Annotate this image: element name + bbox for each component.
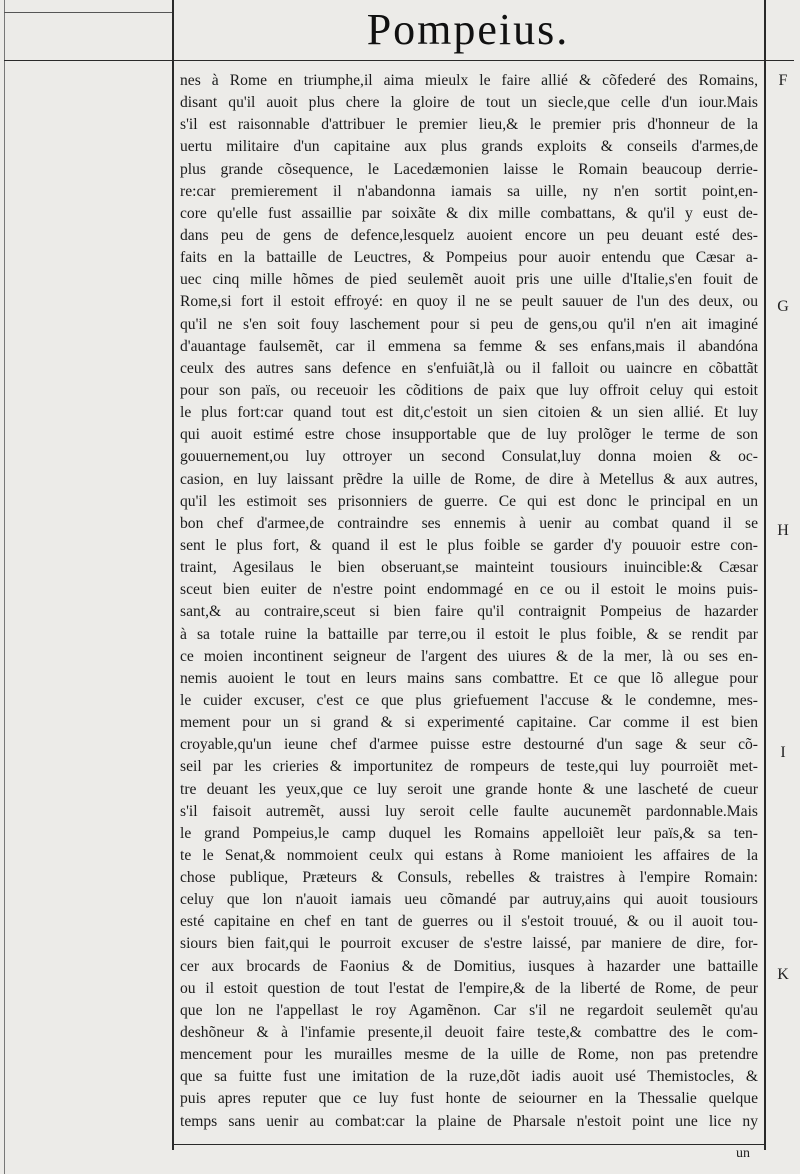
text-line: sent le plus fort, & quand il est le plus foible se garder d'y pouuoir estre con- (180, 536, 758, 554)
text-line: gouuernement,ou luy ottroyer un second Consulat,luy donna moien & oc- (180, 448, 758, 466)
text-line: nes à Rome en triumphe,il aima mieulx le faire allié & cõfederé des Romains, (180, 72, 758, 89)
text-line: qu'il ne s'en soit fouy laschement pour si peu de gens,ou qu'il n'en ait imaginé (180, 315, 758, 333)
text-line: puis apres reputer que ce luy fust honte de seiourner en la Thessalie quelque (180, 1090, 758, 1108)
left-column-rule (172, 0, 174, 1150)
text-line: le grand Pompeius,le camp duquel les Romains appelloiẽt leur païs,& sa ten- (180, 824, 758, 842)
text-line: deshõneur & à l'infamie presente,il deuoit faire teste,& combattre des le com- (180, 1024, 758, 1042)
footer-rule (172, 1144, 766, 1145)
text-line: le cuider excuser, c'est ce que plus griefuement l'accuse & le condemne, mes- (180, 691, 758, 709)
margin-letter-i: I (780, 744, 786, 761)
text-line: mement pour un si grand & si experimenté capitaine. Car comme il est bien (180, 714, 758, 732)
text-line: celuy que lon n'auoit iamais ueu cõmandé par autruy,ains qui auoit tousiours (180, 891, 758, 909)
text-line: tre deuant les yeux,que ce luy seroit une grande honte & une lascheté de cueur (180, 780, 758, 798)
text-line: faits en la battaille de Leuctres, & Pompeius pour auoir entendu que Cæsar a- (180, 249, 758, 267)
catchword: un (736, 1146, 750, 1161)
margin-letter-f: F (778, 72, 788, 89)
text-line: s'il faisoit autremẽt, aussi luy seroit celle faulte aucunemẽt pardonnable.Mais (180, 802, 758, 820)
text-line: re:car premierement il n'abandonna iamais sa uille, ny n'en sortit point,en- (180, 182, 758, 200)
text-line: sant,& au contraire,sceut si bien faire qu'il contraignit Pompeius de hazarder (180, 603, 758, 621)
text-line: s'il est raisonnable d'attribuer le premier lieu,& le premier pris d'honneur de la (180, 116, 758, 134)
margin-letter-h: H (777, 522, 789, 539)
text-line: ce moien incontinent seigneur de l'argent des uiures & de la mer, là ou ses en- (180, 647, 758, 665)
text-line: ou il estoit question de tout l'estat de l'empire,& de la liberté de Rome, de peur (180, 979, 758, 997)
text-line: traint, Agesilaus le bien obseruant,se mainteint tousiours inuincible:& Cæsar (180, 559, 758, 577)
text-line: croyable,qu'un ieune chef d'armee puisse estre destourné d'un sage & seur cõ- (180, 736, 758, 754)
text-line: nemis auoient le tout en leurs mains sans combattre. Et ce que lõ allegue pour (180, 669, 758, 687)
margin-letter-g: G (777, 298, 789, 315)
text-line: casion, en luy laissant prẽdre la uille de Rome, de dire à Metellus & aux autres, (180, 470, 758, 488)
text-line: mencement pour les murailles mesme de la uille de Rome, non pas pretendre (180, 1046, 758, 1064)
text-line: uertu militaire d'un capitaine aux plus grands exploits & conseils d'armes,de (180, 138, 758, 156)
outer-margin-rule (4, 0, 5, 1174)
header-underline-rule (4, 60, 794, 61)
body-text (180, 70, 758, 1133)
running-title: Pompeius. (366, 5, 570, 54)
text-line: te le Senat,& nommoient ceulx qui estans à Rome manioient les affaires de la (180, 846, 758, 864)
text-line: que lon ne l'appellast le roy Agamẽnon. Car s'il ne regardoit seulemẽt qu'au (180, 1001, 758, 1019)
text-line: disant qu'il auoit plus chere la gloire de tout un siecle,que celle d'un iour.Mais (180, 94, 758, 112)
top-margin-rule (4, 12, 172, 13)
text-line: temps sans uenir au combat:car la plaine de Pharsale n'estoit point une lice ny (180, 1112, 758, 1130)
text-line: siours bien fait,qui le pourroit excuser de s'estre laissé, par maniere de dire, for- (180, 935, 758, 953)
margin-letter-k: K (777, 966, 789, 983)
text-line: core qu'elle fust assaillie par soixãte & dix mille combattans, & qu'il y eust de- (180, 204, 758, 222)
text-line: dans peu de gens de defence,lesquelz auoient encore un peu deuant esté des- (180, 226, 758, 244)
text-line: ceulx des autres sans defence en s'enfuiãt,là ou il falloit ou uaincre en cõbattãt (180, 359, 758, 377)
text-line: sceut bien euiter de n'estre point endommagé en ce ou il estoit le moins puis- (180, 581, 758, 599)
text-line: qui auoit estimé estre chose insupportable que de luy prolõger le terme de son (180, 426, 758, 444)
right-column-rule (764, 0, 766, 1150)
text-line: chose publique, Præteurs & Consuls, rebelles & traistres à l'empire Romain: (180, 869, 758, 887)
text-line: à sa totale ruine la battaille par terre,ou il estoit le plus foible, & se rendit par (180, 625, 758, 643)
text-line: plus grande cõsequence, le Lacedæmonien laisse le Romain beaucoup derrie- (180, 160, 758, 178)
text-line: bon chef d'armee,de contraindre ses ennemis à uenir au combat quand il se (180, 514, 758, 532)
text-line: Rome,si fort il estoit effroyé: en quoy il ne se peult sauuer de l'un des deux, ou (180, 293, 758, 311)
text-line: seil par les crieries & importunitez de rompeurs de teste,qui luy pourroiẽt met- (180, 758, 758, 776)
text-line: que sa fuitte fust une imitation de la ruze,dõt iadis auoit usé Themistocles, & (180, 1068, 758, 1086)
text-line: qu'il les estimoit ses prisonniers de guerre. Ce qui est donc le principal en un (180, 492, 758, 510)
text-line: cer aux brocards de Faonius & de Domitius, iusques à hazarder une battaille (180, 957, 758, 975)
text-line: le plus fort:car quand tout est dit,c'estoit un sien citoien & un sien allié. Et luy (180, 404, 758, 422)
text-line: uec cinq mille hõmes de pied seulemẽt auoit pris une uille d'Italie,s'en fouit de (180, 271, 758, 289)
text-line: esté capitaine en chef en tant de guerres ou il s'estoit trouué, & ou il auoit tou- (180, 913, 758, 931)
text-line: pour son païs, ou receuoir les cõditions de paix que luy offroit celuy qui estoit (180, 381, 758, 399)
text-line: d'auantage faulsemẽt, car il emmena sa femme & ses enfans,mais il abandóna (180, 337, 758, 355)
